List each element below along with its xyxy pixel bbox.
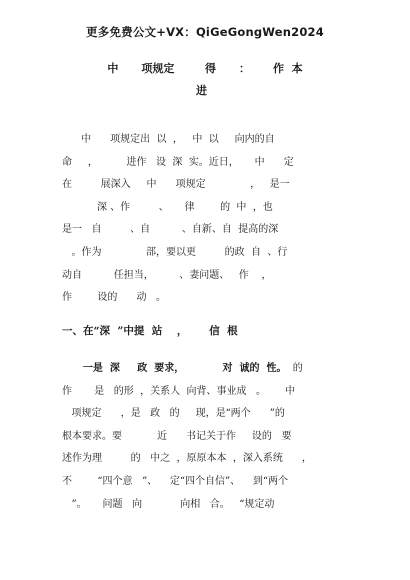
text-run: 的 [286,363,303,374]
text-line: 。作为 部，要以更 的政 自 、行 [62,246,288,258]
text-line: 项规定 ，是 政 的 现，是“两个 ”的 [62,408,285,420]
text-line: 命 ， 进作 设 深 实。近日， 中 定 [62,156,294,168]
bold-lead: 一是 深 政 要求， 对 诚的 性。 [62,363,287,374]
text-line: 是一 自 、自 、自新、自 提高的深 [62,224,279,236]
text-line: ”。 问题 向 向相 合。 “规定动 [62,498,275,510]
text-line: 作 是 的形 ，关系人 向背、事业成 。 中 [62,385,296,397]
text-line: 述作为理 的 中之 ，原原本本 ，深入系统 ， [62,453,312,465]
document-title-continued: 进 [196,84,207,97]
text-line [62,358,362,381]
text-line: 深 、作 、 律 的 中 ，也 [62,201,273,213]
document-title: 中 项规定 得 ： 作 本 [107,62,303,75]
text-line: 动自 任担当， 、妻问题、 作 ， [62,269,272,281]
text-line: 中 项规定出 以 ， 中 以 向内的自 [62,134,275,145]
paragraph-intro [62,129,362,310]
paragraph-section-1 [62,358,362,516]
text-line: 不 “四个意 ”、 定“四个自信”、 到“两个 [62,475,288,487]
section-heading: 一、在“深 ”中提 站 ， 信 根 [62,325,238,337]
text-line: 根本要求。要 近 书记关于作 设的 要 [62,430,292,442]
text-line: 作 设的 动 。 [62,292,167,304]
text-line: 在 展深入 中 项规定 ， 是一 [62,179,290,191]
page-header: 更多免费公文+VX：QiGeGongWen2024 [86,25,324,39]
